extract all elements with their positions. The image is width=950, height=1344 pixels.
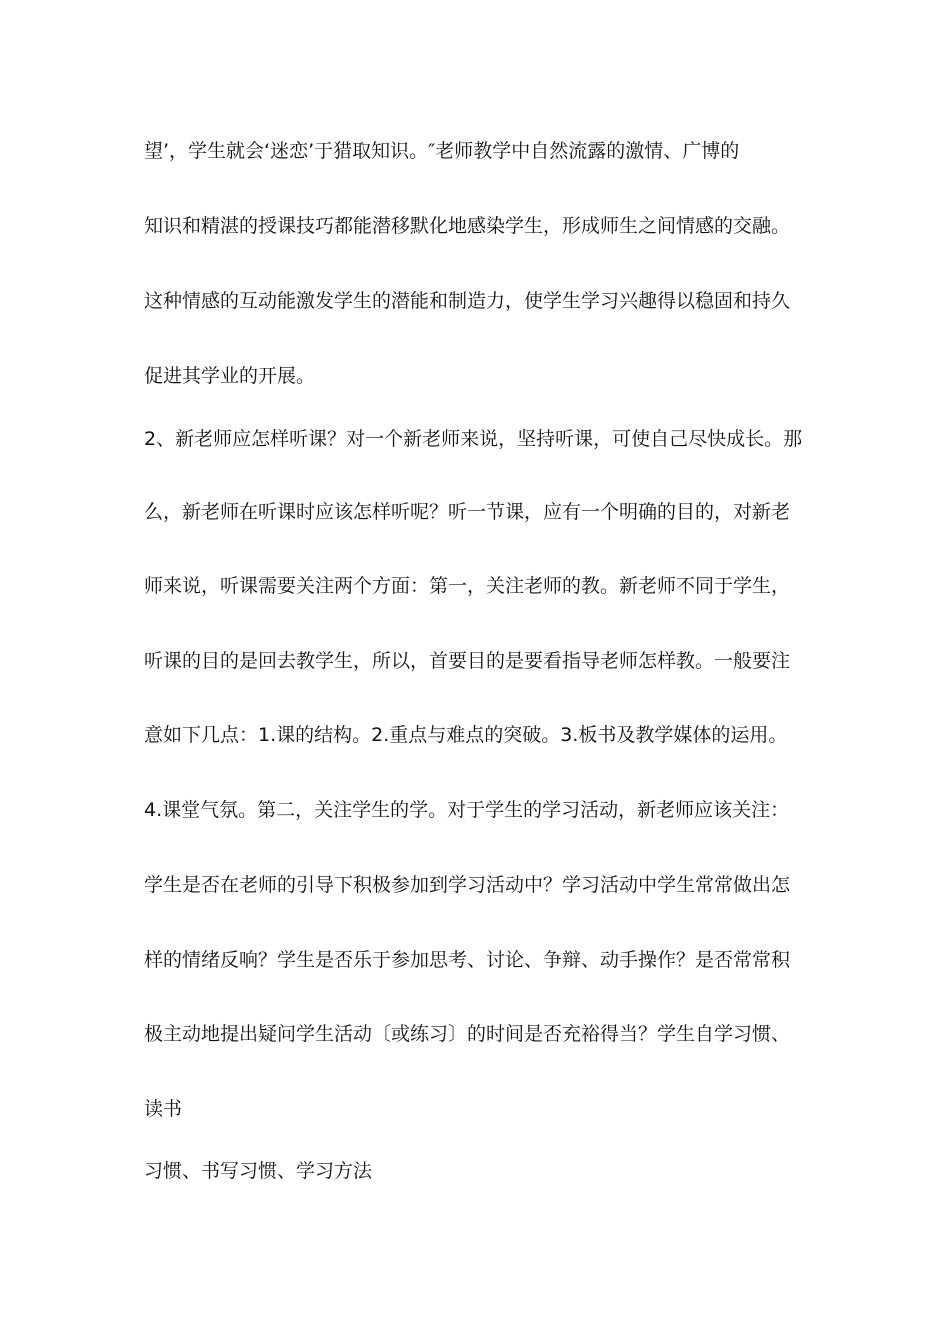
text-line: 2、新老师应怎样听课？对一个新老师来说，坚持听课，可使自己尽快成长。那 [144,428,803,450]
text-line: 意如下几点：1.课的结构。2.重点与难点的突破。3.板书及教学媒体的运用。 [144,724,788,746]
text-line: 听课的目的是回去教学生，所以，首要目的是要看指导老师怎样教。一般要注 [144,650,791,672]
text-line: 习惯、书写习惯、学习方法 [144,1160,373,1182]
text-line: 么，新老师在听课时应该怎样听呢？听一节课，应有一个明确的目的，对新老 [144,501,791,523]
text-line: 学生是否在老师的引导下积极参加到学习活动中？学习活动中学生常常做出怎 [144,874,791,896]
text-line: 望’，学生就会‘迷恋’于猎取知识。″老师教学中自然流露的激情、广博的 [144,140,740,162]
text-line: 读书 [144,1098,183,1120]
text-line: 师来说，听课需要关注两个方面：第一，关注老师的教。新老师不同于学生， [144,575,791,597]
text-line: 极主动地提出疑问学生活动〔或练习〕的时间是否充裕得当？学生自学习惯、 [144,1023,791,1045]
text-line: 样的情绪反响？学生是否乐于参加思考、讨论、争辩、动手操作？是否常常积 [144,949,791,971]
text-line: 4.课堂气氛。第二，关注学生的学。对于学生的学习活动，新老师应该关注： [144,799,790,821]
text-line: 这种情感的互动能激发学生的潜能和制造力，使学生学习兴趣得以稳固和持久 [144,290,791,312]
text-line: 促进其学业的开展。 [144,365,316,387]
text-line: 知识和精湛的授课技巧都能潜移默化地感染学生，形成师生之间情感的交融。 [144,215,791,237]
